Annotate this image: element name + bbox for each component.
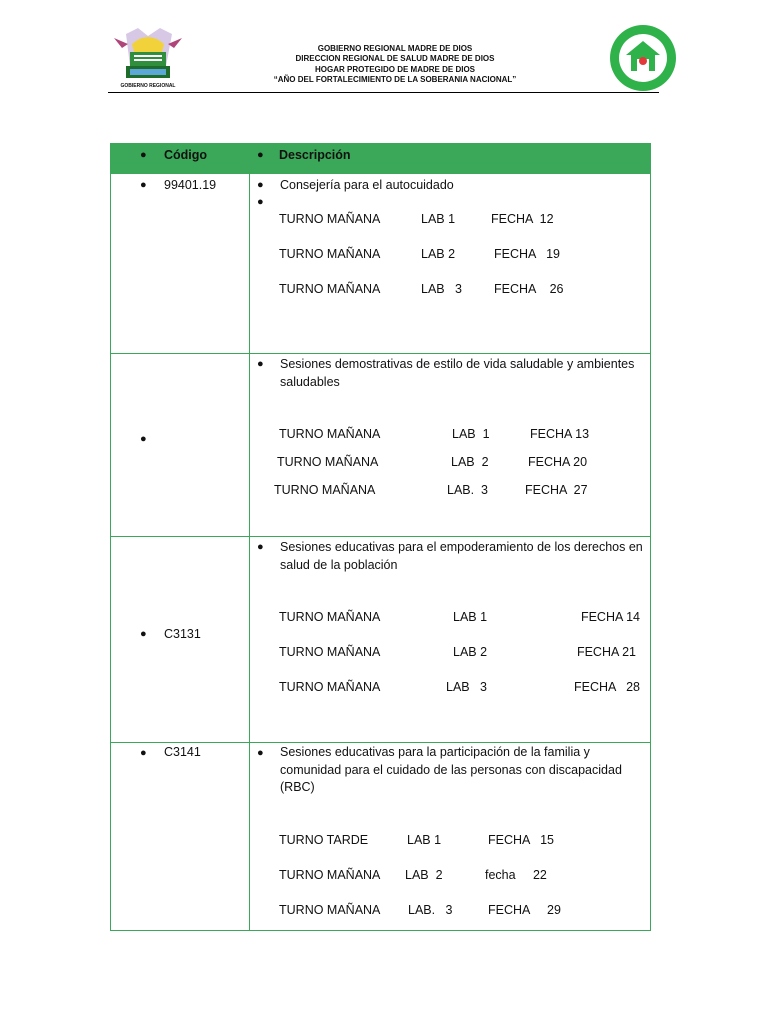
schedule-fecha: FECHA 15 xyxy=(488,833,554,847)
schedule-lab: LAB 3 xyxy=(446,680,487,694)
hogar-protegido-logo xyxy=(604,23,682,93)
bullet-icon: ● xyxy=(140,747,147,759)
bullet-icon: ● xyxy=(140,149,147,161)
schedule-lab: LAB. 3 xyxy=(408,903,453,917)
schedule-turno: TURNO MAÑANA xyxy=(279,282,381,296)
schedule-lab: LAB 2 xyxy=(453,645,488,659)
table-row xyxy=(111,743,651,931)
hogar-protegido-seal-icon xyxy=(604,23,682,93)
schedule-turno: TURNO MAÑANA xyxy=(279,868,381,882)
bullet-icon: ● xyxy=(257,196,264,208)
header-cell-codigo xyxy=(111,144,250,174)
schedule-lab: LAB 1 xyxy=(453,610,488,624)
header-line-4: “AÑO DEL FORTALECIMIENTO DE LA SOBERANIA NACIONAL” xyxy=(273,74,517,84)
header-cell-descripcion xyxy=(250,144,651,174)
schedule-turno: TURNO MAÑANA xyxy=(279,610,381,624)
activities-table xyxy=(110,143,651,931)
schedule-fecha: FECHA 20 xyxy=(528,455,588,469)
header-line-2: DIRECCION REGIONAL DE SALUD MADRE DE DIOS xyxy=(295,54,495,64)
bullet-icon: ● xyxy=(257,541,264,553)
bullet-icon: ● xyxy=(140,433,147,445)
schedule-turno: TURNO MAÑANA xyxy=(274,483,376,497)
schedule-turno: TURNO MAÑANA xyxy=(279,247,381,261)
schedule-fecha: FECHA 26 xyxy=(494,282,564,296)
schedule-lab: LAB 3 xyxy=(421,282,462,296)
schedule-lab: LAB 2 xyxy=(451,455,489,469)
row-description: Sesiones educativas para la participación de la familia y comunidad para el cuidado de las personas con discapacidad (RBC) xyxy=(280,745,622,794)
document-header xyxy=(108,26,682,94)
schedule-turno: TURNO MAÑANA xyxy=(279,212,381,226)
header-codigo: Código xyxy=(164,148,208,162)
schedule-fecha: FECHA 14 xyxy=(580,610,640,624)
schedule-fecha: FECHA 28 xyxy=(574,680,640,694)
bullet-icon: ● xyxy=(140,179,147,191)
schedule-lab: LAB 1 xyxy=(452,427,490,441)
schedule-turno: TURNO MAÑANA xyxy=(279,645,381,659)
schedule-fecha: FECHA 13 xyxy=(530,427,590,441)
schedule-fecha: FECHA 21 xyxy=(576,645,636,659)
schedule-fecha: FECHA 19 xyxy=(494,247,560,261)
table-row xyxy=(111,354,651,537)
schedule-turno: TURNO MAÑANA xyxy=(277,455,379,469)
row-code: C3131 xyxy=(164,627,201,641)
schedule-turno: TURNO TARDE xyxy=(279,833,369,847)
bullet-icon: ● xyxy=(140,628,147,640)
schedule-lab: LAB 2 xyxy=(421,247,456,261)
table-header-row xyxy=(111,144,651,174)
row-description: Sesiones demostrativas de estilo de vida saludable y ambientes saludables xyxy=(280,357,635,389)
bullet-icon: ● xyxy=(257,179,264,191)
row-code: C3141 xyxy=(164,745,201,759)
header-titles xyxy=(108,44,682,85)
schedule-fecha: fecha 22 xyxy=(485,868,547,882)
schedule-fecha: FECHA 12 xyxy=(491,212,554,226)
schedule-lab: LAB 1 xyxy=(407,833,442,847)
left-logo-caption: GOBIERNO REGIONAL xyxy=(120,83,176,89)
bullet-icon: ● xyxy=(257,149,264,161)
schedule-turno: TURNO MAÑANA xyxy=(279,680,381,694)
schedule-turno: TURNO MAÑANA xyxy=(279,903,381,917)
schedule-fecha: FECHA 27 xyxy=(525,483,588,497)
header-line-3: HOGAR PROTEGIDO DE MADRE DE DIOS xyxy=(314,64,475,74)
row-description: Consejería para el autocuidado xyxy=(280,178,454,192)
header-line-1: GOBIERNO REGIONAL MADRE DE DIOS xyxy=(317,44,473,53)
table-row xyxy=(111,537,651,743)
schedule-fecha: FECHA 29 xyxy=(488,903,561,917)
header-divider xyxy=(108,92,659,93)
schedule-lab: LAB 2 xyxy=(405,868,443,882)
header-descripcion: Descripción xyxy=(279,148,351,162)
table-row xyxy=(111,174,651,354)
row-code: 99401.19 xyxy=(164,178,217,192)
schedule-turno: TURNO MAÑANA xyxy=(279,427,381,441)
bullet-icon: ● xyxy=(257,358,264,370)
schedule-lab: LAB. 3 xyxy=(447,483,488,497)
row-description: Sesiones educativas para el empoderamiento de los derechos en salud de la población xyxy=(280,540,643,572)
schedule-lab: LAB 1 xyxy=(421,212,456,226)
bullet-icon: ● xyxy=(257,747,264,759)
